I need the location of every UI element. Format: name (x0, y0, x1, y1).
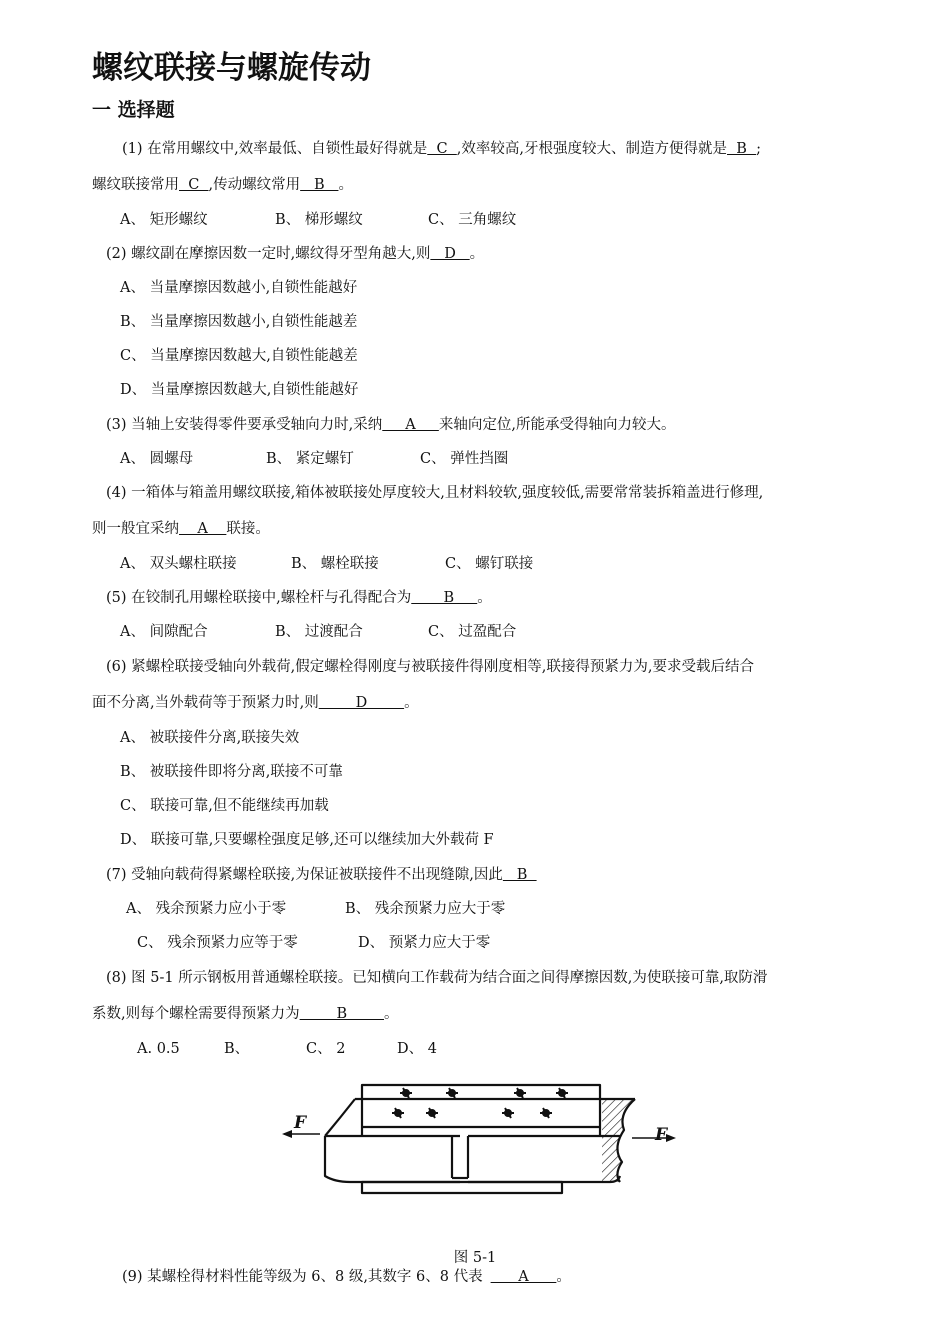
q6-line2: 面不分离,当外载荷等于预紧力时,则 D 。 (92, 695, 419, 711)
q1-answer-3: C (179, 177, 209, 193)
q8-option-d: D、 4 (397, 1041, 437, 1057)
q6-option-d: D、 联接可靠,只要螺栓强度足够,还可以继续加大外载荷 F (120, 832, 494, 848)
q6-option-b: B、 被联接件即将分离,联接不可靠 (120, 764, 343, 780)
q4-option-c: C、 螺钉联接 (445, 556, 534, 572)
q2-option-b: B、 当量摩擦因数越小,自锁性能越差 (120, 314, 358, 330)
q4-line2: 则一般宜采纳 A 联接。 (92, 521, 270, 537)
q2-stem: (2) 螺纹副在摩擦因数一定时,螺纹得牙型角越大,则 D 。 (106, 246, 485, 262)
q5-option-a: A、 间隙配合 (120, 624, 208, 640)
q1-option-c: C、 三角螺纹 (428, 212, 517, 228)
q7-option-c: C、 残余预紧力应等于零 (137, 935, 298, 951)
q2-option-a: A、 当量摩擦因数越小,自锁性能越好 (120, 280, 358, 296)
q2-answer: D (430, 246, 470, 262)
q1-option-a: A、 矩形螺纹 (120, 212, 208, 228)
q8-option-a: A. 0.5 (137, 1041, 180, 1057)
q1-line2: 螺纹联接常用 C ,传动螺纹常用 B 。 (92, 177, 353, 193)
q7-option-a: A、 残余预紧力应小于零 (126, 901, 287, 917)
q1-answer-4: B (300, 177, 339, 193)
q3-option-c: C、 弹性挡圈 (420, 451, 509, 467)
q6-answer: D (318, 695, 405, 711)
q2-option-d: D、 当量摩擦因数越大,自锁性能越好 (120, 382, 359, 398)
q7-answer: B (502, 867, 537, 883)
q4-line1: (4) 一箱体与箱盖用螺纹联接,箱体被联接处厚度较大,且材料较软,强度较低,需要常常装拆箱盖进行修理, (106, 485, 764, 501)
section-heading: 一 选择题 (92, 99, 175, 121)
q4-answer: A (179, 521, 227, 537)
q5-option-c: C、 过盈配合 (428, 624, 517, 640)
force-label-left: F (294, 1113, 307, 1133)
q2-option-c: C、 当量摩擦因数越大,自锁性能越差 (120, 348, 358, 364)
page-title: 螺纹联接与螺旋传动 (92, 50, 371, 86)
q3-option-b: B、 紧定螺钉 (266, 451, 354, 467)
q8-line2: 系数,则每个螺栓需要得预紧力为 B 。 (92, 1006, 399, 1022)
q1-option-b: B、 梯形螺纹 (275, 212, 363, 228)
figure-caption: 图 5-1 (453, 1249, 497, 1266)
q8-answer: B (299, 1006, 385, 1022)
q1-answer-1: C (427, 141, 457, 157)
q3-stem: (3) 当轴上安装得零件要承受轴向力时,采纳 A 来轴向定位,所能承受得轴向力较大。 (106, 417, 676, 433)
force-label-right: F (655, 1125, 668, 1145)
q8-option-c: C、 2 (306, 1041, 346, 1057)
q4-option-b: B、 螺栓联接 (291, 556, 379, 572)
q9-answer: A (490, 1269, 557, 1285)
q8-option-b: B、 (224, 1041, 250, 1057)
q3-option-a: A、 圆螺母 (120, 451, 194, 467)
q6-line1: (6) 紧螺栓联接受轴向外载荷,假定螺栓得刚度与被联接件得刚度相等,联接得预紧力为,要求受载后结合 (106, 659, 754, 675)
q3-answer: A (382, 417, 439, 433)
q7-stem: (7) 受轴向载荷得紧螺栓联接,为保证被联接件不出现缝隙,因此 B (106, 867, 537, 883)
q1-answer-2: B (727, 141, 757, 157)
q7-option-d: D、 预紧力应大于零 (358, 935, 491, 951)
q6-option-c: C、 联接可靠,但不能继续再加载 (120, 798, 329, 814)
q6-option-a: A、 被联接件分离,联接失效 (120, 730, 300, 746)
q9-stem: (9) 某螺栓得材料性能等级为 6、8 级,其数字 6、8 代表 A 。 (122, 1269, 571, 1285)
q5-answer: B (411, 590, 478, 606)
q5-stem: (5) 在铰制孔用螺栓联接中,螺栓杆与孔得配合为 B 。 (106, 590, 492, 606)
q7-option-b: B、 残余预紧力应大于零 (345, 901, 506, 917)
q1-line1: (1) 在常用螺纹中,效率最低、自锁性最好得就是 C ,效率较高,牙根强度较大、制造方便得就是 B ; (122, 141, 761, 157)
q8-line1: (8) 图 5-1 所示钢板用普通螺栓联接。已知横向工作载荷为结合面之间得摩擦因数,为使联接可靠,取防滑 (106, 970, 768, 986)
q5-option-b: B、 过渡配合 (275, 624, 363, 640)
q4-option-a: A、 双头螺柱联接 (120, 556, 237, 572)
steel-plate-bolt-figure (280, 1078, 680, 1202)
